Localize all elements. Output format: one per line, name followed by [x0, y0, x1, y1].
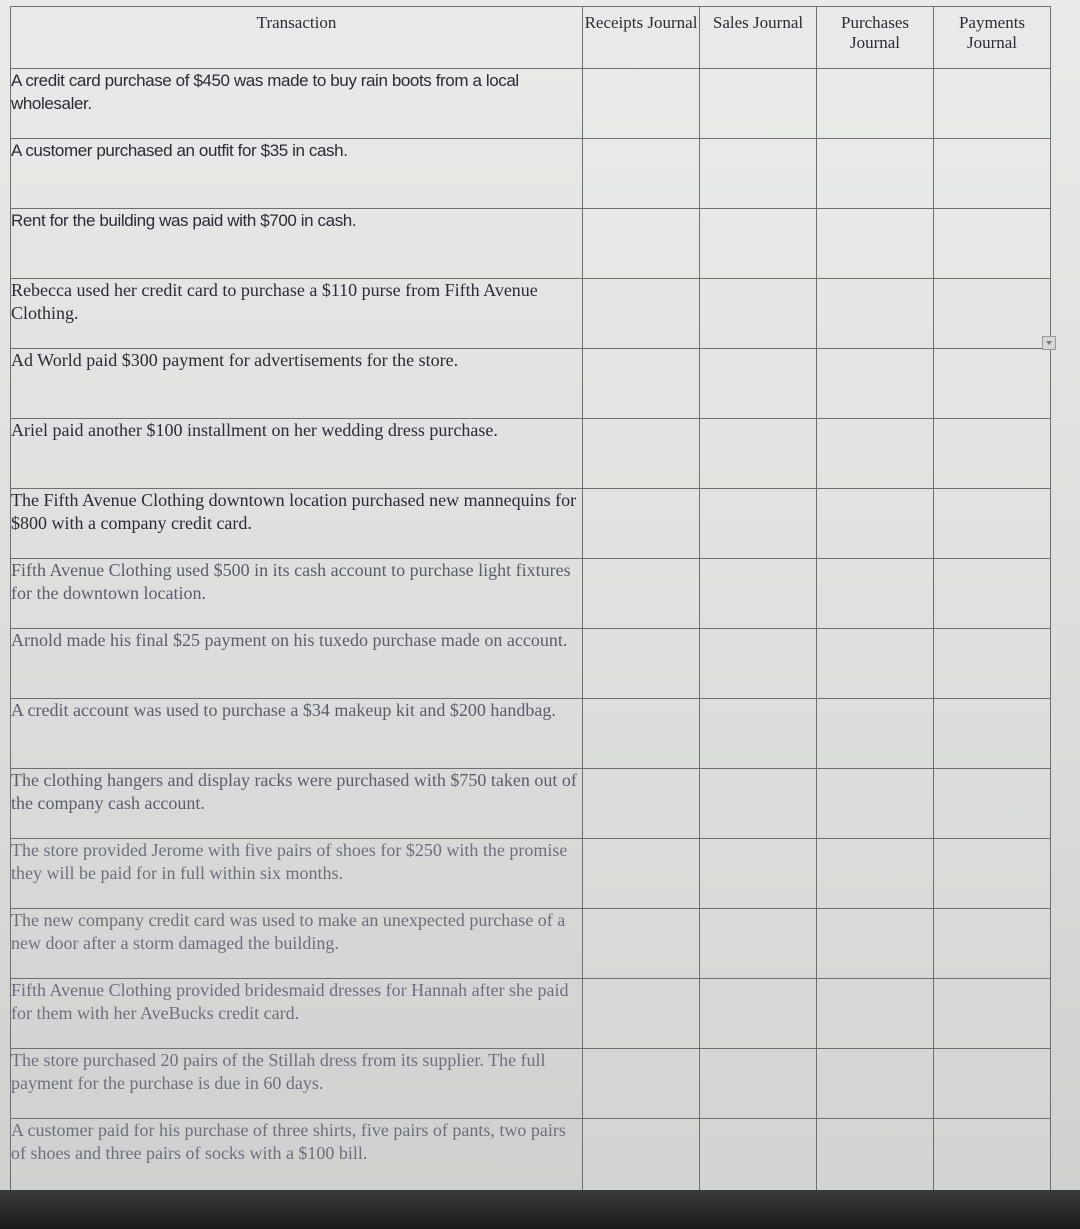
transaction-text: Rent for the building was paid with $700 in cash.: [11, 211, 357, 230]
table-row: [11, 559, 1051, 629]
receipts-cell[interactable]: [583, 839, 700, 909]
header-payments-journal: Payments Journal: [934, 7, 1051, 69]
sales-cell[interactable]: [700, 909, 817, 979]
receipts-cell[interactable]: [583, 769, 700, 839]
receipts-cell[interactable]: [583, 139, 700, 209]
transaction-description: [11, 209, 583, 279]
table-row: [11, 419, 1051, 489]
payments-cell[interactable]: [934, 69, 1051, 139]
purchases-cell[interactable]: [817, 699, 934, 769]
sales-cell[interactable]: [700, 209, 817, 279]
transaction-text: A customer purchased an outfit for $35 in cash.: [11, 141, 348, 160]
table-row: [11, 209, 1051, 279]
sales-cell[interactable]: [700, 629, 817, 699]
header-receipts-journal: Receipts Journal: [583, 7, 700, 69]
table-row: [11, 349, 1051, 419]
purchases-cell[interactable]: [817, 559, 934, 629]
receipts-cell[interactable]: [583, 419, 700, 489]
sales-cell[interactable]: [700, 69, 817, 139]
payments-cell[interactable]: [934, 279, 1051, 349]
transaction-description: Ad World paid $300 payment for advertisements for the store.: [11, 349, 583, 419]
payments-cell[interactable]: [934, 489, 1051, 559]
header-row: [11, 7, 1051, 69]
transaction-description: The Fifth Avenue Clothing downtown location purchased new mannequins for $800 with a company credit card.: [11, 489, 583, 559]
table-row: [11, 629, 1051, 699]
chevron-down-icon[interactable]: [1042, 336, 1056, 350]
purchases-cell[interactable]: [817, 209, 934, 279]
receipts-cell[interactable]: [583, 979, 700, 1049]
transaction-description: Fifth Avenue Clothing used $500 in its cash account to purchase light fixtures for the downtown location.: [11, 559, 583, 629]
transaction-description: A customer paid for his purchase of three shirts, five pairs of pants, two pairs of shoes and three pairs of socks with a $100 bill.: [11, 1119, 583, 1205]
table-row: [11, 1049, 1051, 1119]
sales-cell[interactable]: [700, 839, 817, 909]
payments-cell[interactable]: [934, 349, 1051, 419]
purchases-cell[interactable]: [817, 279, 934, 349]
payments-cell[interactable]: [934, 629, 1051, 699]
transaction-description: Rebecca used her credit card to purchase a $110 purse from Fifth Avenue Clothing.: [11, 279, 583, 349]
payments-cell[interactable]: [934, 909, 1051, 979]
sales-cell[interactable]: [700, 699, 817, 769]
purchases-cell[interactable]: [817, 349, 934, 419]
sales-cell[interactable]: [700, 979, 817, 1049]
table-row: [11, 769, 1051, 839]
payments-cell[interactable]: [934, 419, 1051, 489]
table-row: [11, 139, 1051, 209]
header-purchases-journal: Purchases Journal: [817, 7, 934, 69]
receipts-cell[interactable]: [583, 629, 700, 699]
table-row: [11, 69, 1051, 139]
table-row: [11, 979, 1051, 1049]
table-row: [11, 489, 1051, 559]
sales-cell[interactable]: [700, 769, 817, 839]
purchases-cell[interactable]: [817, 629, 934, 699]
payments-cell[interactable]: [934, 979, 1051, 1049]
sales-cell[interactable]: [700, 489, 817, 559]
receipts-cell[interactable]: [583, 699, 700, 769]
receipts-cell[interactable]: [583, 209, 700, 279]
transaction-description: The store purchased 20 pairs of the Stillah dress from its supplier. The full payment for the purchase is due in 60 days.: [11, 1049, 583, 1119]
receipts-cell[interactable]: [583, 559, 700, 629]
transaction-description: [11, 139, 583, 209]
sales-cell[interactable]: [700, 419, 817, 489]
header-transaction: Transaction: [11, 7, 583, 69]
payments-cell[interactable]: [934, 1049, 1051, 1119]
receipts-cell[interactable]: [583, 489, 700, 559]
table-row: [11, 699, 1051, 769]
purchases-cell[interactable]: [817, 1049, 934, 1119]
screen-bezel: [0, 1190, 1080, 1229]
transaction-text: A credit card purchase of $450 was made to buy rain boots from a local wholesaler.: [11, 71, 519, 113]
payments-cell[interactable]: [934, 139, 1051, 209]
receipts-cell[interactable]: [583, 909, 700, 979]
header-sales-journal: Sales Journal: [700, 7, 817, 69]
receipts-cell[interactable]: [583, 69, 700, 139]
transaction-description: Arnold made his final $25 payment on his tuxedo purchase made on account.: [11, 629, 583, 699]
sales-cell[interactable]: [700, 559, 817, 629]
purchases-cell[interactable]: [817, 69, 934, 139]
receipts-cell[interactable]: [583, 349, 700, 419]
transaction-description: Fifth Avenue Clothing provided bridesmaid dresses for Hannah after she paid for them with her AveBucks credit card.: [11, 979, 583, 1049]
transaction-description: Ariel paid another $100 installment on her wedding dress purchase.: [11, 419, 583, 489]
purchases-cell[interactable]: [817, 419, 934, 489]
transaction-description: [11, 69, 583, 139]
payments-cell[interactable]: [934, 839, 1051, 909]
purchases-cell[interactable]: [817, 769, 934, 839]
transaction-description: A credit account was used to purchase a $34 makeup kit and $200 handbag.: [11, 699, 583, 769]
transaction-description: The new company credit card was used to make an unexpected purchase of a new door after a storm damaged the building.: [11, 909, 583, 979]
payments-cell[interactable]: [934, 769, 1051, 839]
sales-cell[interactable]: [700, 139, 817, 209]
receipts-cell[interactable]: [583, 279, 700, 349]
payments-cell[interactable]: [934, 699, 1051, 769]
transaction-description: The clothing hangers and display racks were purchased with $750 taken out of the company cash account.: [11, 769, 583, 839]
purchases-cell[interactable]: [817, 839, 934, 909]
table-row: [11, 279, 1051, 349]
payments-cell[interactable]: [934, 209, 1051, 279]
purchases-cell[interactable]: [817, 139, 934, 209]
table-row: [11, 839, 1051, 909]
transaction-description: The store provided Jerome with five pairs of shoes for $250 with the promise they will be paid for in full within six months.: [11, 839, 583, 909]
receipts-cell[interactable]: [583, 1049, 700, 1119]
sales-cell[interactable]: [700, 1049, 817, 1119]
table-row: [11, 909, 1051, 979]
purchases-cell[interactable]: [817, 979, 934, 1049]
journal-table: [10, 6, 1051, 1205]
sales-cell[interactable]: [700, 349, 817, 419]
purchases-cell[interactable]: [817, 909, 934, 979]
payments-cell[interactable]: [934, 559, 1051, 629]
purchases-cell[interactable]: [817, 489, 934, 559]
sales-cell[interactable]: [700, 279, 817, 349]
